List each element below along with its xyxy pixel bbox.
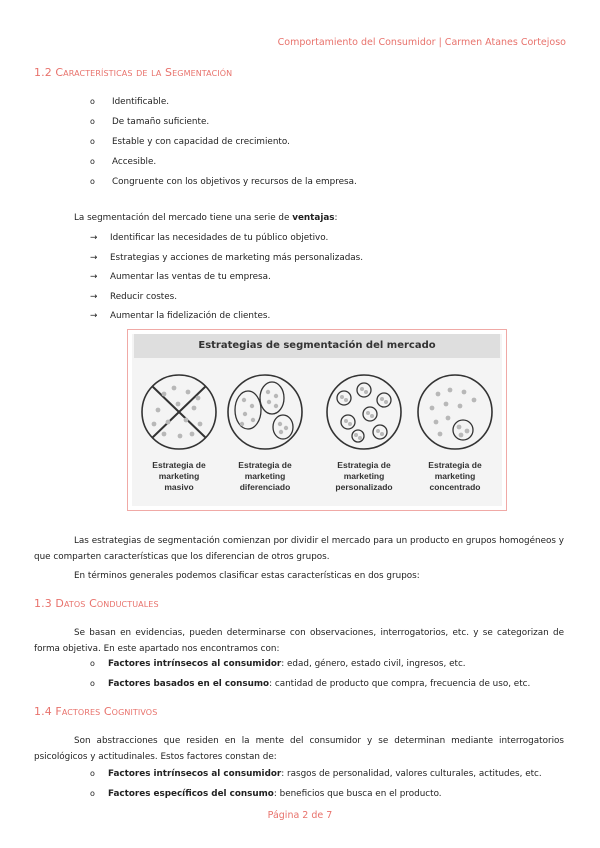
section-title-1-2: 1.2 Características de la Segmentación bbox=[34, 66, 233, 79]
list-item: → Aumentar la fidelización de clientes. bbox=[90, 311, 271, 321]
section-title-1-4: 1.4 Factores Cognitivos bbox=[34, 705, 158, 718]
list-item: o Factores basados en el consumo: cantidad de producto que compra, frecuencia de uso, etc. bbox=[90, 679, 531, 689]
list-item: o Factores intrínsecos al consumidor: edad, género, estado civil, ingresos, etc. bbox=[90, 659, 466, 669]
label-personalizado-3: personalizado bbox=[335, 482, 393, 492]
page-footer: Página 2 de 7 bbox=[267, 810, 333, 821]
list-item: o Factores específicos del consumo: beneficios que busca en el producto. bbox=[90, 789, 442, 799]
list-item: o Identificable. bbox=[90, 97, 170, 107]
list-item: → Reducir costes. bbox=[90, 291, 178, 302]
list-item: → Identificar las necesidades de tu público objetivo. bbox=[90, 233, 329, 243]
paragraph-groups: En términos generales podemos clasificar estas características en dos grupos: bbox=[74, 571, 420, 581]
list-item: o Congruente con los objetivos y recursos de la empresa. bbox=[90, 177, 357, 187]
label-masivo-3: masivo bbox=[164, 482, 194, 492]
page-header: Comportamiento del Consumidor | Carmen Atanes Cortejoso bbox=[277, 37, 566, 48]
figure-title: Estrategias de segmentación del mercado bbox=[134, 334, 500, 358]
label-masivo-1: Estrategia de bbox=[152, 460, 206, 470]
list-item: → Aumentar las ventas de tu empresa. bbox=[90, 272, 271, 282]
section-title-1-3: 1.3 Datos Conductuales bbox=[34, 597, 159, 610]
paragraph-conductual: Se basan en evidencias, pueden determinarse con observaciones, interrogatorios, etc. y se categorizan de forma objetiva. En este apartado nos encontramos con: bbox=[34, 628, 564, 654]
segmentation-figure bbox=[127, 329, 507, 511]
characteristics-list bbox=[90, 95, 357, 195]
label-personalizado-1: Estrategia de bbox=[337, 460, 391, 470]
list-item: o De tamaño suficiente. bbox=[90, 117, 210, 127]
label-personalizado-2: marketing bbox=[343, 471, 385, 481]
list-item: → Estrategias y acciones de marketing más personalizadas. bbox=[90, 252, 364, 263]
label-concentrado-2: marketing bbox=[434, 471, 476, 481]
label-diferenciado-1: Estrategia de bbox=[238, 460, 292, 470]
label-concentrado-1: Estrategia de bbox=[428, 460, 482, 470]
conductual-list bbox=[90, 657, 530, 697]
ventajas-intro: La segmentación del mercado tiene una serie de ventajas: bbox=[74, 213, 338, 223]
label-masivo-2: marketing bbox=[158, 471, 200, 481]
paragraph-cognitivo: Son abstracciones que residen en la mente del consumidor y se determinan mediante interrogatorios psicológicos y actitudinales. Estos factores constan de: bbox=[34, 736, 564, 762]
ventajas-list bbox=[90, 231, 363, 329]
segmentation-illustration bbox=[128, 330, 506, 510]
paragraph-strategies: Las estrategias de segmentación comienzan por dividir el mercado para un producto en grupos homogéneos y que comparten características que los diferencian de otros grupos. bbox=[34, 536, 564, 562]
list-item: o Accesible. bbox=[90, 157, 157, 167]
list-item: o Estable y con capacidad de crecimiento. bbox=[90, 137, 290, 147]
cognitivo-list bbox=[90, 767, 542, 807]
label-concentrado-3: concentrado bbox=[429, 482, 481, 492]
list-item: o Factores intrínsecos al consumidor: rasgos de personalidad, valores culturales, actitudes, etc. bbox=[90, 769, 542, 779]
label-diferenciado-2: marketing bbox=[244, 471, 286, 481]
label-diferenciado-3: diferenciado bbox=[239, 482, 291, 492]
